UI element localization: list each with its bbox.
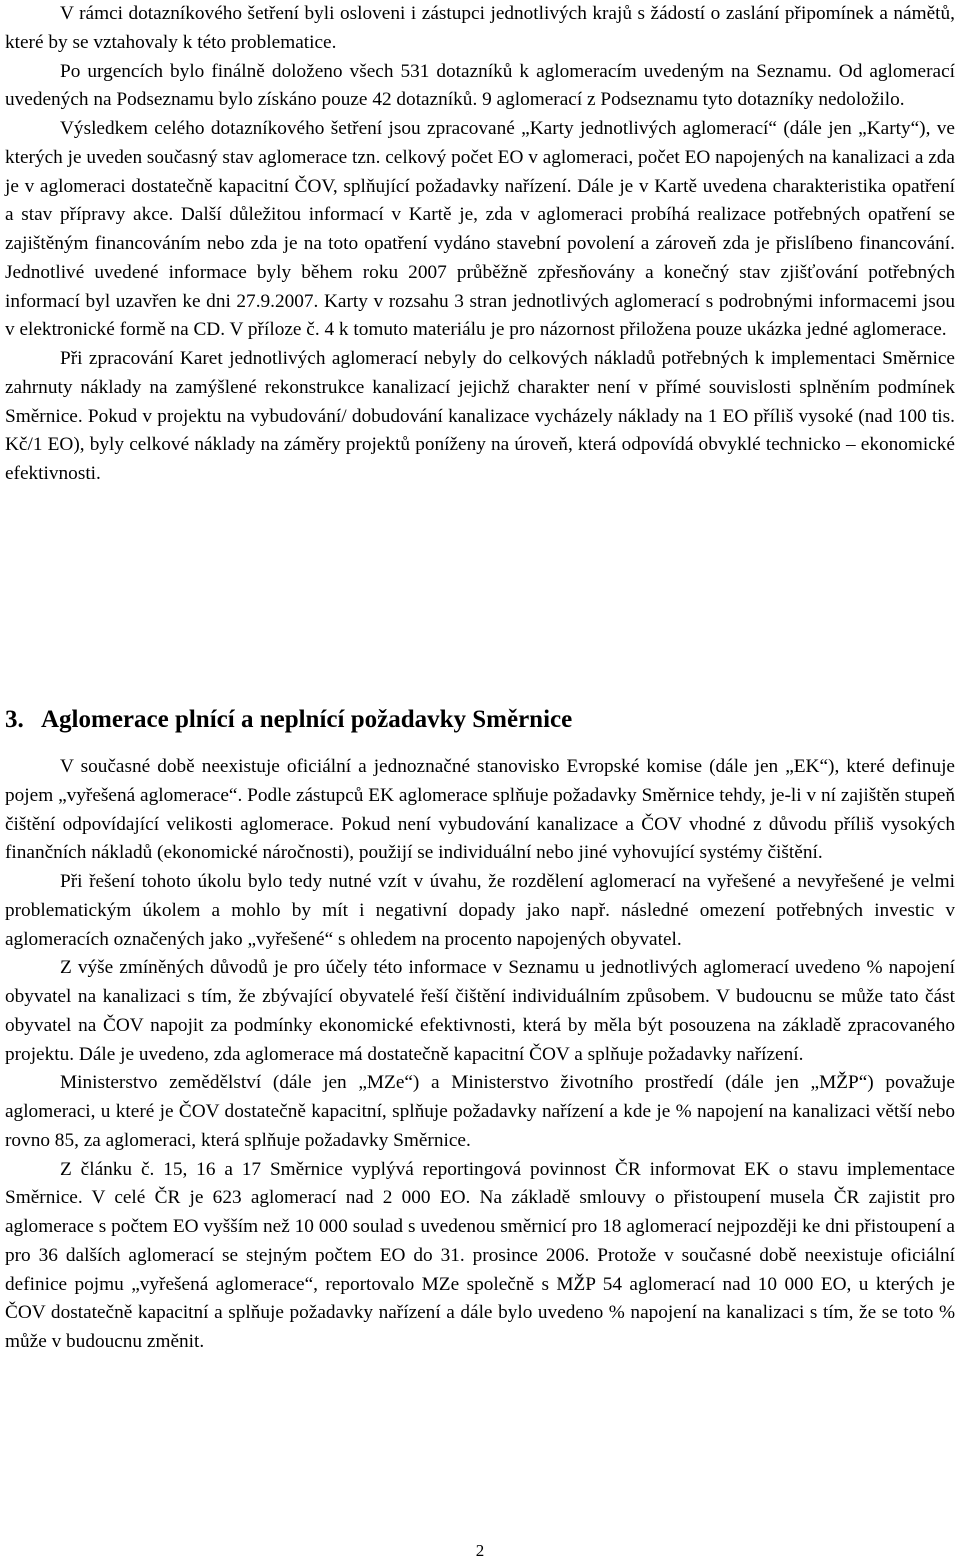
paragraph-karty-results: Výsledkem celého dotazníkového šetření jsou zpracované „Karty jednotlivých aglomerací“ (dále jen „Karty“), ve kterých je uveden současný stav aglomerace tzn. celkový počet EO v aglomeraci, počet EO napojených na kanalizaci a zda je v aglomeraci dostatečně kapacitní ČOV, splňující požadavky nařízení. Dále je v Kartě uvedena charakteristika opatření a stav přípravy akce. Další důležitou informací v Kartě je, zda v aglomeraci probíhá realizace potřebných opatření se zajištěným financováním nebo zda je na toto opatření vydáno stavební povolení a zároveň zda je přislíbeno financování. Jednotlivé uvedené informace byly během roku 2007 průběžně zpřesňovány a konečný stav zjišťování potřebných informací byl uzavřen ke dni 27.9.2007. Karty v rozsahu 3 stran jednotlivých aglomerací s podrobnými informacemi jsou v elektronické formě na CD. V příloze č. 4 k tomuto materiálu je pro názornost přiložena pouze ukázka jedné aglomerace. [5,118,955,341]
section-heading [5,703,955,737]
paragraph-resolved-unresolved: Při řešení tohoto úkolu bylo tedy nutné vzít v úvahu, že rozdělení aglomerací na vyřešené a nevyřešené je velmi problematickým úkolem a mohlo by mít i negativní dopady jako např. následné omezení potřebných investic v aglomeracích označených jako „vyřešené“ s ohledem na procento napojených obyvatel. [5,871,955,950]
section-number: 3. [5,706,24,733]
paragraph-ministries: Ministerstvo zemědělství (dále jen „MZe“) a Ministerstvo životního prostředí (dále jen „MŽP“) považuje aglomeraci, u které je ČOV dostatečně kapacitní, splňuje požadavky nařízení a kde je % napojení na kanalizaci větší nebo rovno 85, za aglomeraci, která splňuje požadavky Směrnice. [5,1072,955,1151]
section-title: Aglomerace plnící a neplnící požadavky Směrnice [41,706,573,733]
paragraph-connection-percent: Z výše zmíněných důvodů je pro účely této informace v Seznamu u jednotlivých aglomerací uvedeno % napojení obyvatel na kanalizaci s tím, že zbývající obyvatelé řeší čištění individuálním způsobem. V budoucnu se může tato část obyvatel na ČOV napojit za podmínky ekonomické efektivnosti, která by měla být posouzena na základě zpracovaného projektu. Dále je uvedeno, zda aglomerace má dostatečně kapacitní ČOV a splňuje požadavky nařízení. [5,957,955,1065]
section-text-block [5,753,955,1357]
intro-text-block [5,0,955,489]
paragraph-questionnaire-regions: V rámci dotazníkového šetření byli osloveni i zástupci jednotlivých krajů s žádostí o zaslání připomínek a námětů, které by se vztahovaly k této problematice. [5,3,955,53]
paragraph-costs: Při zpracování Karet jednotlivých aglomerací nebyly do celkových nákladů potřebných k implementaci Směrnice zahrnuty náklady na zamýšlené rekonstrukce kanalizací jejichž charakter není v přímé souvislosti splněním podmínek Směrnice. Pokud v projektu na vybudování/ dobudování kanalizace vycházely náklady na 1 EO příliš vysoké (nad 100 tis. Kč/1 EO), byly celkové náklady na záměry projektů poníženy na úroveň, která odpovídá obvyklé technicko – ekonomické efektivnosti. [5,348,955,484]
paragraph-ek-definition: V současné době neexistuje oficiální a jednoznačné stanovisko Evropské komise (dále jen „EK“), které definuje pojem „vyřešená aglomerace“. Podle zástupců EK aglomerace splňuje požadavky Směrnice tehdy, je-li v ní zajištěn stupeň čištění odpovídající velikosti aglomerace. Pokud není vybudování kanalizace a ČOV vhodné z důvodu příliš vysokých finančních nákladů (ekonomické náročnosti), použijí se individuální nebo jiné vyhovující systémy čištění. [5,756,955,864]
paragraph-reporting: Z článku č. 15, 16 a 17 Směrnice vyplývá reportingová povinnost ČR informovat EK o stavu implementace Směrnice. V celé ČR je 623 aglomerací nad 2 000 EO. Na základě smlouvy o přistoupení musela ČR zajistit pro aglomerace s počtem EO vyšším než 10 000 soulad s uvedenou směrnicí pro 18 aglomerací nejpozději ke dni přistoupení a pro 36 dalších aglomerací se stejným počtem EO do 31. prosince 2006. Protože v současné době neexistuje oficiální definice pojmu „vyřešená aglomerace“, reportovalo MZe společně s MŽP 54 aglomerací nad 10 000 EO, u kterých je ČOV dostatečně kapacitní a splňuje požadavky nařízení a dále bylo uvedeno % napojení na kanalizaci s tím, že se toto % může v budoucnu změnit. [5,1158,955,1352]
page-number: 2 [475,1541,485,1560]
paragraph-questionnaire-count: Po urgencích bylo finálně doloženo všech 531 dotazníků k aglomeracím uvedeným na Seznamu. Od aglomerací uvedených na Podseznamu bylo získáno pouze 42 dotazníků. 9 aglomerací z Podseznamu tyto dotazníky nedoložilo. [5,60,955,111]
